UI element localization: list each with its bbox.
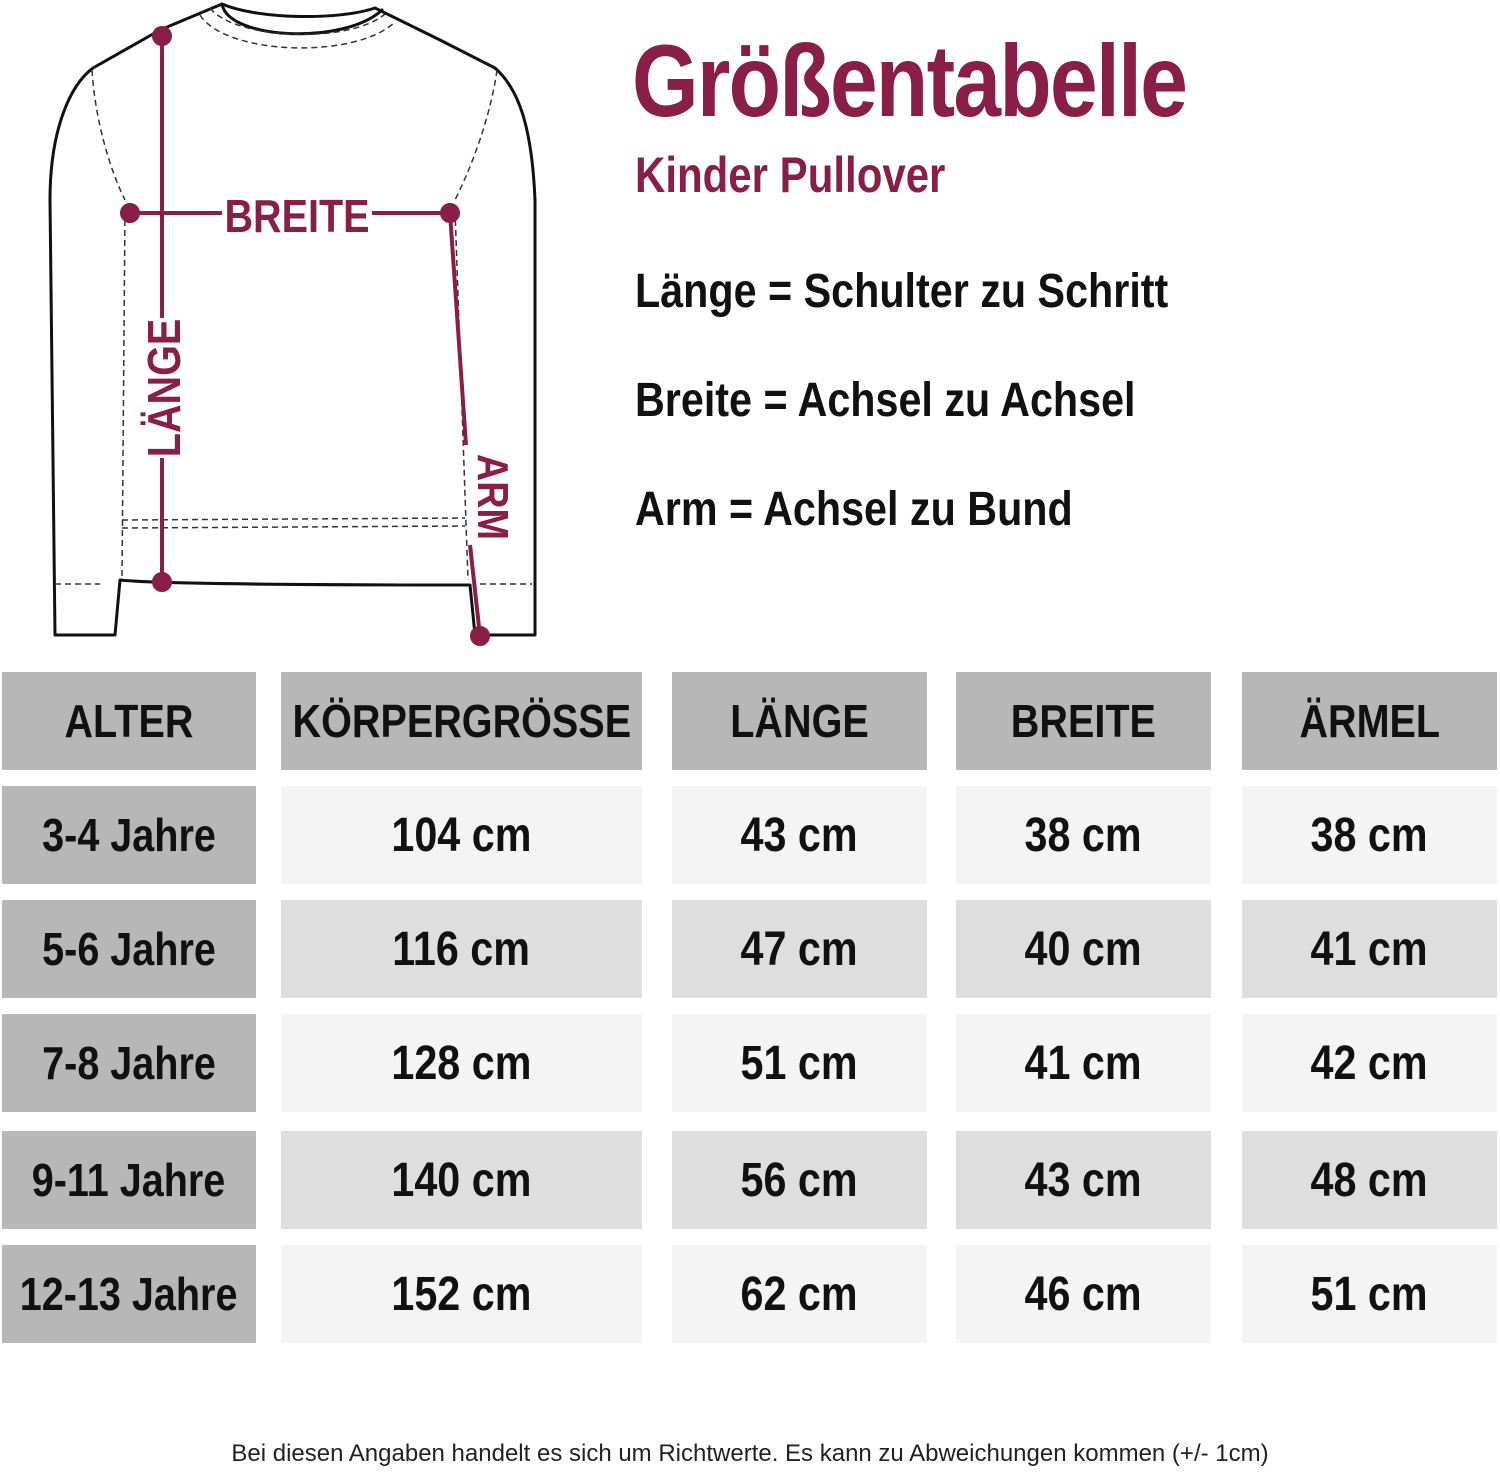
header-label: KÖRPERGRÖSSE xyxy=(292,695,631,747)
table-cell xyxy=(672,1131,927,1229)
laenge-label: LÄNGE xyxy=(139,318,191,458)
footnote: Bei diesen Angaben handelt es sich um Richtwerte. Es kann zu Abweichungen kommen (+/- 1cm) xyxy=(231,1440,1269,1467)
cell-text: 56 cm xyxy=(740,1153,859,1207)
definition-breite: Breite = Achsel zu Achsel xyxy=(635,374,1136,427)
table-cell xyxy=(1242,786,1497,884)
table-cell xyxy=(956,900,1211,998)
cell-text: 7-8 Jahre xyxy=(42,1037,216,1089)
sweater-stitching xyxy=(55,8,532,584)
header-label: BREITE xyxy=(1010,695,1157,747)
page-subtitle: Kinder Pullover xyxy=(635,147,946,203)
header-aermel xyxy=(1242,672,1497,770)
cell-text: 152 cm xyxy=(391,1267,532,1321)
cell-text: 41 cm xyxy=(1024,1036,1143,1090)
header-alter xyxy=(2,672,256,770)
cell-text: 62 cm xyxy=(740,1267,859,1321)
cell-text: 5-6 Jahre xyxy=(42,923,216,975)
table-cell xyxy=(956,1014,1211,1112)
header-koerpergroesse xyxy=(281,672,642,770)
definition-arm: Arm = Achsel zu Bund xyxy=(635,483,1073,536)
table-cell xyxy=(281,1014,642,1112)
table-cell xyxy=(956,786,1211,884)
header-label: LÄNGE xyxy=(730,695,869,747)
cell-text: 41 cm xyxy=(1310,922,1429,976)
sweater-measurement-diagram xyxy=(0,0,600,650)
cell-text: 128 cm xyxy=(391,1036,532,1090)
cell-text: 38 cm xyxy=(1024,808,1143,862)
cell-text: 104 cm xyxy=(391,808,532,862)
table-cell xyxy=(1242,1131,1497,1229)
cell-text: 116 cm xyxy=(392,922,531,976)
table-cell xyxy=(672,900,927,998)
cell-text: 51 cm xyxy=(1310,1267,1429,1321)
cell-text: 38 cm xyxy=(1310,808,1429,862)
cell-text: 43 cm xyxy=(1024,1153,1143,1207)
header-label: ÄRMEL xyxy=(1299,695,1440,747)
table-cell xyxy=(281,1131,642,1229)
arm-label: ARM xyxy=(468,453,518,541)
cell-text: 3-4 Jahre xyxy=(42,809,216,861)
table-cell xyxy=(672,1014,927,1112)
cell-text: 40 cm xyxy=(1024,922,1143,976)
cell-text: 140 cm xyxy=(391,1153,532,1207)
table-cell xyxy=(956,1245,1211,1343)
table-cell xyxy=(956,1131,1211,1229)
arm-measure-line xyxy=(450,213,488,644)
table-row-age xyxy=(2,1245,256,1343)
cell-text: 9-11 Jahre xyxy=(32,1154,226,1206)
header-laenge xyxy=(672,672,927,770)
cell-text: 42 cm xyxy=(1310,1036,1429,1090)
page-title: Größentabelle xyxy=(632,24,1187,138)
header-label: ALTER xyxy=(64,695,194,747)
cell-text: 43 cm xyxy=(740,808,859,862)
table-row-age xyxy=(2,900,256,998)
cell-text: 46 cm xyxy=(1024,1267,1143,1321)
table-row-age xyxy=(2,1131,256,1229)
table-cell xyxy=(281,786,642,884)
table-cell xyxy=(672,1245,927,1343)
table-cell xyxy=(672,786,927,884)
header-breite xyxy=(956,672,1211,770)
table-cell xyxy=(281,1245,642,1343)
breite-label: BREITE xyxy=(224,191,370,243)
definition-laenge: Länge = Schulter zu Schritt xyxy=(635,265,1169,318)
table-cell xyxy=(1242,1245,1497,1343)
cell-text: 12-13 Jahre xyxy=(20,1268,238,1320)
cell-text: 51 cm xyxy=(740,1036,859,1090)
cell-text: 48 cm xyxy=(1310,1153,1429,1207)
cell-text: 47 cm xyxy=(740,922,859,976)
table-row-age xyxy=(2,786,256,884)
laenge-measure-line xyxy=(154,28,170,590)
table-cell xyxy=(1242,1014,1497,1112)
table-cell xyxy=(1242,900,1497,998)
table-row-age xyxy=(2,1014,256,1112)
table-cell xyxy=(281,900,642,998)
